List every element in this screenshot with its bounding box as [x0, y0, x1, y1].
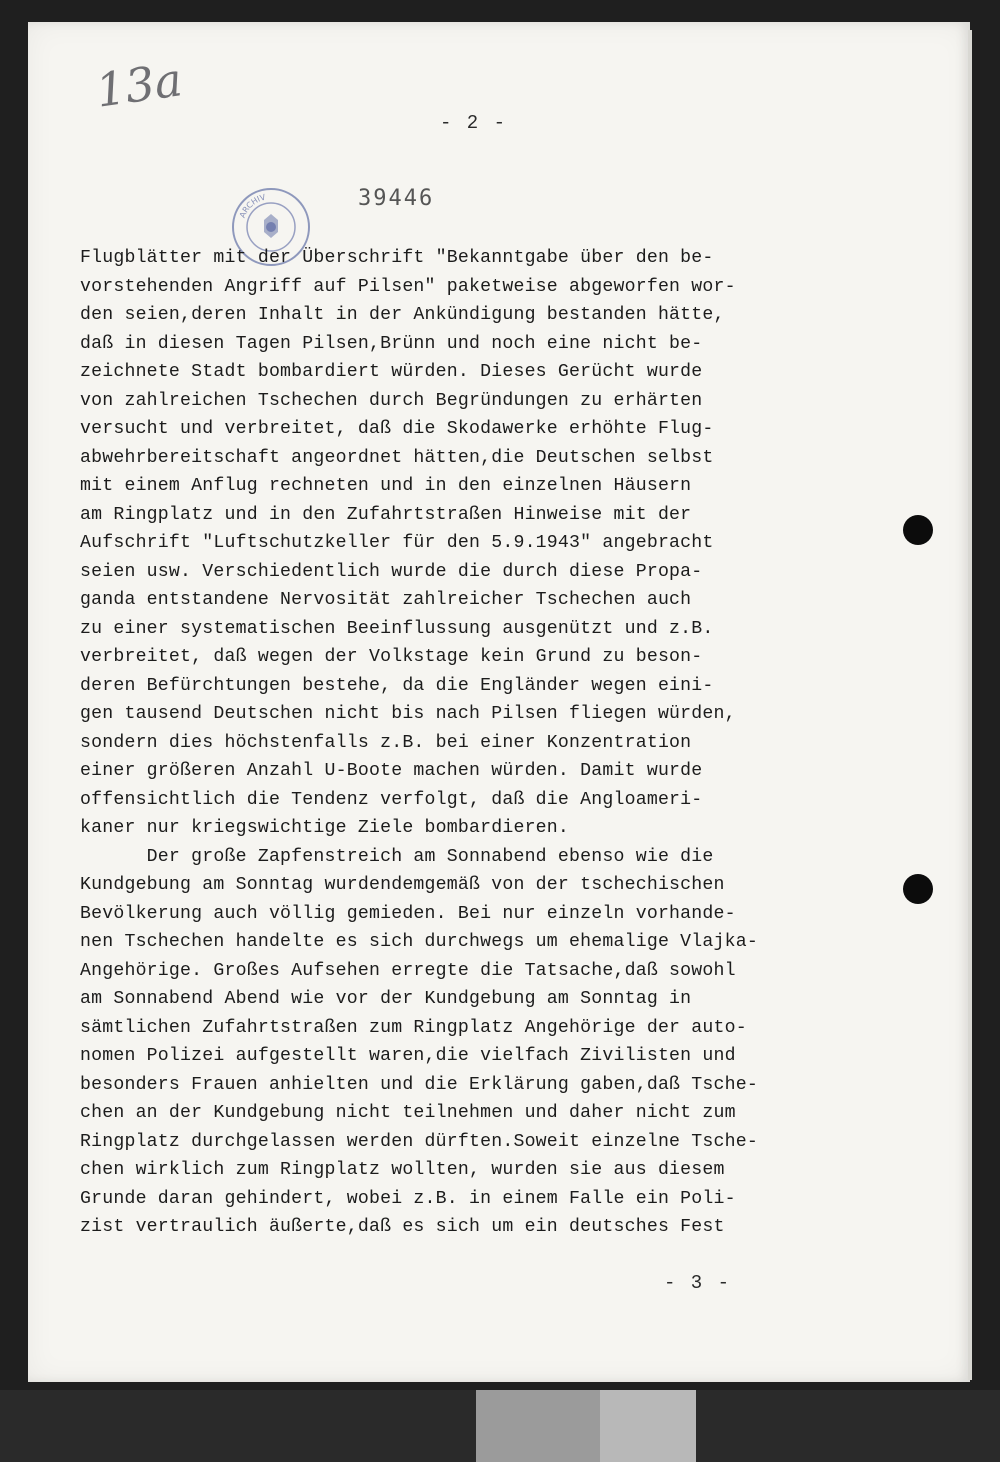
text-line: Kundgebung am Sonntag wurdendemgemäß von der tschechischen	[80, 875, 725, 895]
text-line: zu einer systematischen Beeinflussung ausgenützt und z.B.	[80, 618, 714, 639]
text-line: den seien,deren Inhalt in der Ankündigung bestanden hätte,	[80, 305, 725, 325]
text-line: sondern dies höchstenfalls z.B. bei einer Konzentration	[80, 732, 692, 753]
page-number: - 2 -	[440, 112, 508, 134]
text-line: seien usw. Verschiedentlich wurde die durch diese Propa-	[80, 561, 703, 582]
handwritten-mark: 13a	[92, 52, 186, 118]
text-line: Flugblätter mit der Überschrift "Bekanntgabe über den be-	[80, 248, 714, 268]
punch-hole	[903, 515, 933, 545]
text-line: kaner nur kriegswichtige Ziele bombardieren.	[80, 818, 570, 838]
text-line: chen wirklich zum Ringplatz wollten, wurden sie aus diesem	[80, 1160, 725, 1180]
text-line: ganda entstandene Nervosität zahlreicher Tschechen auch	[80, 590, 692, 610]
text-line: nen Tschechen handelte es sich durchwegs um ehemalige Vlajka-	[80, 932, 758, 952]
text-line: gen tausend Deutschen nicht bis nach Pilsen fliegen würden,	[80, 704, 736, 724]
typewritten-body	[80, 244, 800, 1242]
text-line: nomen Polizei aufgestellt waren,die vielfach Zivilisten und	[80, 1046, 736, 1066]
text-line: besonders Frauen anhielten und die Erklärung gaben,daß Tsche-	[80, 1074, 758, 1095]
text-line: am Sonnabend Abend wie vor der Kundgebung am Sonntag in	[80, 989, 692, 1009]
svg-text:ARCHIV	[238, 192, 267, 219]
text-line: Der große Zapfenstreich am Sonnabend ebenso wie die	[80, 846, 714, 867]
text-line: chen an der Kundgebung nicht teilnehmen und daher nicht zum	[80, 1103, 736, 1123]
text-line: daß in diesen Tagen Pilsen,Brünn und noch eine nicht be-	[80, 333, 703, 354]
text-line: mit einem Anflug rechneten und in den einzelnen Häusern	[80, 476, 692, 496]
text-line: Grunde daran gehindert, wobei z.B. in einem Falle ein Poli-	[80, 1188, 736, 1209]
text-line: von zahlreichen Tschechen durch Begründungen zu erhärten	[80, 390, 703, 411]
text-line: versucht und verbreitet, daß die Skodawerke erhöhte Flug-	[80, 419, 714, 439]
text-line: vorstehenden Angriff auf Pilsen" paketweise abgeworfen wor-	[80, 276, 736, 297]
text-line: Bevölkerung auch völlig gemieden. Bei nur einzeln vorhande-	[80, 903, 736, 924]
text-line: verbreitet, daß wegen der Volkstage kein Grund zu beson-	[80, 647, 703, 667]
text-line: deren Befürchtungen bestehe, da die Engländer wegen eini-	[80, 675, 714, 696]
next-page-marker: - 3 -	[664, 1272, 732, 1294]
text-line: offensichtlich die Tendenz verfolgt, daß die Angloameri-	[80, 789, 703, 810]
text-line: zist vertraulich äußerte,daß es sich um ein deutsches Fest	[80, 1217, 725, 1237]
text-line: sämtlichen Zufahrtstraßen zum Ringplatz Angehörige der auto-	[80, 1017, 747, 1038]
text-line: abwehrbereitschaft angeordnet hätten,die Deutschen selbst	[80, 447, 714, 468]
text-line: einer größeren Anzahl U-Boote machen würden. Damit wurde	[80, 761, 703, 781]
text-line: am Ringplatz und in den Zufahrtstraßen Hinweise mit der	[80, 504, 692, 525]
gray-calibration-card-light	[600, 1390, 696, 1462]
text-line: zeichnete Stadt bombardiert würden. Dieses Gerücht wurde	[80, 362, 703, 382]
text-line: Ringplatz durchgelassen werden dürften.Soweit einzelne Tsche-	[80, 1131, 758, 1152]
punch-hole	[903, 874, 933, 904]
document-number: 39446	[358, 186, 435, 211]
stamp-text: ARCHIV	[237, 192, 267, 220]
text-line: Aufschrift "Luftschutzkeller für den 5.9.1943" angebracht	[80, 533, 714, 553]
text-line: Angehörige. Großes Aufsehen erregte die Tatsache,daß sowohl	[80, 960, 736, 981]
page-edge	[968, 30, 972, 1380]
